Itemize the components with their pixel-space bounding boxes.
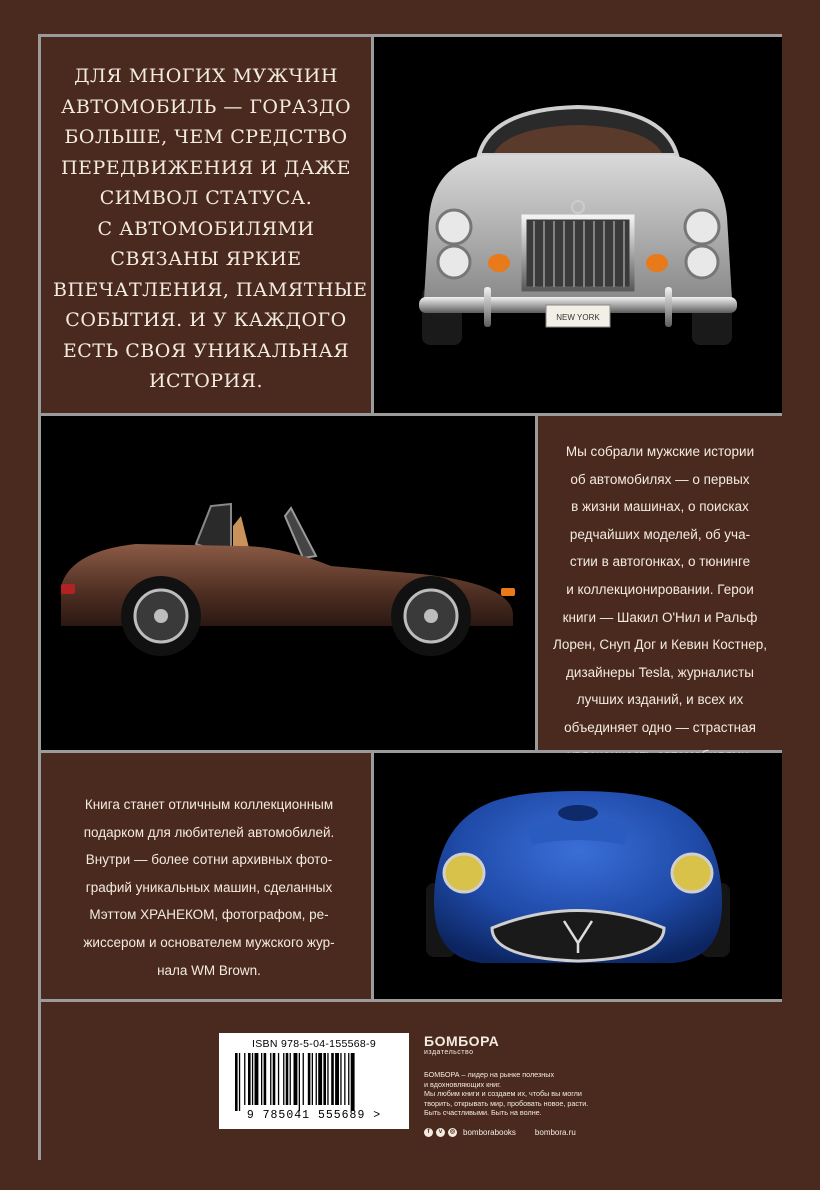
description-line: лучших изданий, и всех их: [576, 692, 744, 708]
vk-icon[interactable]: v: [436, 1128, 445, 1137]
social-handle[interactable]: bomborabooks: [463, 1127, 516, 1137]
publisher-subtitle: издательство: [424, 1049, 474, 1056]
headline-line: БОЛЬШЕ, ЧЕМ СРЕДСТВО: [64, 126, 348, 148]
publisher-description-line: Быть счастливыми. Быть на волне.: [424, 1108, 542, 1117]
photo-blue-car: [374, 753, 782, 999]
barcode-bar: [252, 1053, 253, 1105]
brown-car-image: [41, 416, 535, 750]
headline-text: [53, 61, 368, 397]
barcode-bar: [255, 1053, 259, 1105]
barcode-bar: [261, 1053, 262, 1105]
license-plate-text: NEW YORK: [556, 313, 600, 322]
description-panel-1: [538, 416, 782, 750]
barcode-bar: [278, 1053, 279, 1105]
description-panel-2: [41, 753, 371, 999]
facebook-icon[interactable]: f: [424, 1128, 433, 1137]
barcode-digits: 9 785041 555689 >: [246, 1109, 382, 1122]
publisher-block: [424, 1034, 644, 1137]
photo-brown-car: [41, 416, 535, 750]
blue-car-image: [374, 753, 782, 999]
description-line: Лорен, Снуп Дог и Кевин Костнер,: [553, 637, 767, 653]
description-line: в жизни машинах, о поисках: [571, 499, 749, 515]
barcode-bar: [344, 1053, 345, 1105]
barcode-bar: [273, 1053, 276, 1105]
barcode-bar: [327, 1053, 328, 1105]
barcode-bar: [316, 1053, 317, 1105]
description-line: нала WM Brown.: [157, 962, 261, 978]
publisher-description: [424, 1070, 644, 1118]
headline-panel: [41, 37, 371, 413]
headline-line: ВПЕЧАТЛЕНИЯ, ПАМЯТНЫЕ: [53, 278, 368, 301]
barcode-bar: [340, 1053, 341, 1105]
barcode-bar: [308, 1053, 311, 1105]
description-line: графий уникальных машин, сделанных: [85, 879, 333, 895]
barcode-bar: [299, 1053, 300, 1111]
headline-line: ДЛЯ МНОГИХ МУЖЧИН: [74, 65, 338, 87]
description-line: Книга станет отличным коллекционным: [84, 797, 334, 812]
description-line: Мэттом ХРАНЕКОМ, фотографом, ре-: [89, 907, 329, 923]
description-line: Мы собрали мужские истории: [565, 444, 755, 459]
barcode-bar: [290, 1053, 291, 1105]
publisher-description-line: творить, открывать мир, пробовать новое, расти.: [424, 1098, 589, 1108]
headline-line: СИМВОЛ СТАТУСА.: [99, 187, 313, 209]
isbn-text: ISBN 978-5-04-155568-9: [252, 1038, 376, 1050]
barcode-bar: [264, 1053, 267, 1105]
headline-line: С АВТОМОБИЛЯМИ: [97, 217, 315, 240]
instagram-icon[interactable]: ◎: [449, 1128, 456, 1135]
description-text-1: [550, 438, 770, 769]
headline-line: СОБЫТИЯ. И У КАЖДОГО: [65, 309, 347, 331]
barcode-bar: [286, 1053, 289, 1105]
description-text-2: [59, 791, 359, 984]
barcode-bar: [244, 1053, 245, 1105]
description-line: дизайнеры Tesla, журналисты: [566, 664, 754, 680]
silver-car-image: [374, 37, 782, 413]
description-line: объединяет одно — страстная: [564, 719, 756, 735]
description-line: книги — Шакил О'Нил и Ральф: [562, 609, 758, 625]
website-link[interactable]: bombora.ru: [534, 1127, 576, 1137]
headline-line: СВЯЗАНЫ ЯРКИЕ: [110, 248, 302, 270]
barcode-icon: [229, 1053, 399, 1111]
description-line: жиссером и основателем мужского жур-: [83, 934, 335, 950]
barcode-bar: [335, 1053, 339, 1105]
barcode-bar: [270, 1053, 271, 1105]
barcode-bar: [323, 1053, 326, 1105]
description-line: стии в автогонках, о тюнинге: [569, 554, 751, 570]
back-cover-footer: [41, 1002, 782, 1160]
headline-line: ИСТОРИЯ.: [148, 370, 264, 392]
barcode-bar: [331, 1053, 334, 1105]
publisher-description-line: и вдохновляющих книг.: [424, 1079, 501, 1089]
publisher-name: БОМБОРА: [424, 1033, 500, 1049]
publisher-description-line: Мы любим книги и создаем их, чтобы вы могли: [424, 1089, 582, 1098]
photo-silver-car: [374, 37, 782, 413]
description-line: Внутри — более сотни архивных фото-: [85, 852, 333, 868]
barcode-bar: [294, 1053, 298, 1105]
headline-line: ЕСТЬ СВОЯ УНИКАЛЬНАЯ: [62, 339, 350, 362]
barcode-bar: [235, 1053, 238, 1111]
barcode-bar: [303, 1053, 304, 1105]
description-line: редчайших моделей, об уча-: [569, 526, 751, 542]
description-line: об автомобилях — о первых: [570, 471, 750, 487]
description-line: подарком для любителей автомобилей.: [83, 824, 335, 840]
barcode-bar: [318, 1053, 322, 1105]
barcode-bar: [312, 1053, 313, 1105]
headline-line: АВТОМОБИЛЬ — ГОРАЗДО: [60, 95, 352, 118]
barcode-bar: [248, 1053, 251, 1105]
cover-frame: [38, 34, 782, 1160]
barcode-bar: [348, 1053, 349, 1105]
barcode-block: [219, 1033, 409, 1129]
barcode-bar: [239, 1053, 240, 1111]
headline-line: ПЕРЕДВИЖЕНИЯ И ДАЖЕ: [61, 156, 351, 179]
barcode-bar: [351, 1053, 355, 1111]
barcode-bar: [283, 1053, 284, 1105]
publisher-social: [424, 1128, 644, 1137]
description-line: и коллекционировании. Герои: [566, 581, 754, 597]
publisher-description-line: БОМБОРА – лидер на рынке полезных: [424, 1070, 555, 1079]
